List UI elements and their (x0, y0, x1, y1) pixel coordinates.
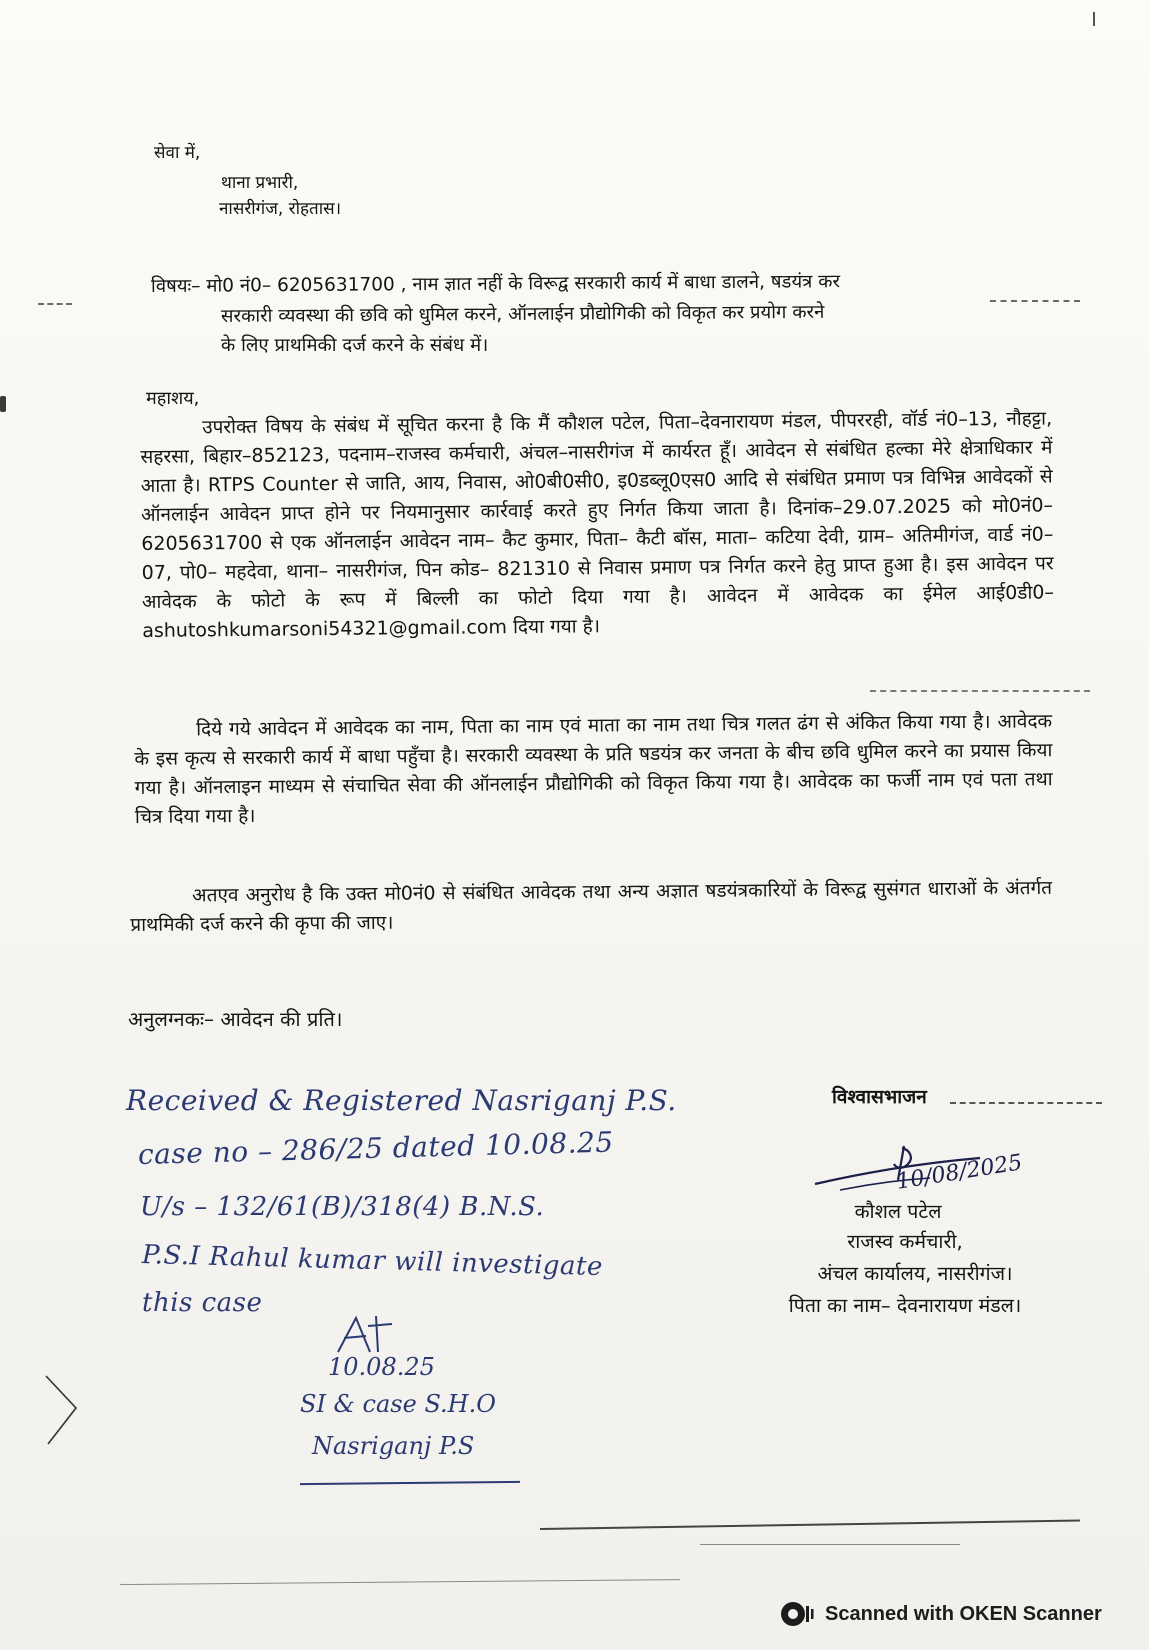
endorsement-line-2: case no – 286/25 dated 10.08.25 (137, 1125, 615, 1171)
endorsement-officer: SI & case S.H.O (300, 1390, 496, 1418)
closing-dashes (950, 1102, 1102, 1104)
subject-line-1: विषयः– मो0 नं0– 6205631700 , नाम ज्ञात नहीं के विरूद्व सरकारी कार्य में बाधा डालने, षडयंत्र कर (150, 271, 841, 297)
subject-line-2: सरकारी व्यवस्था की छवि को धुमिल करने, ऑनलाईन प्रौद्योगिकी को विकृत कर प्रयोग करने (220, 301, 825, 327)
endorsement-date: 10.08.25 (328, 1353, 435, 1381)
body-paragraph-1-tail: दिया गया है। (506, 615, 601, 639)
endorsement-line-4: P.S.I Rahul kumar will investigate (141, 1240, 604, 1283)
body-paragraph-2-text: दिये गये आवेदन में आवेदक का नाम, पिता का नाम एवं माता का नाम तथा चित्र गलत ढंग से अंकित किया गया है। आवेदक के इस कृत्य से सरकारी कार्य में बाधा पहुँचा है। सरकारी व्यवस्था के प्रति षडयंत्र कर जनता के बीच छवि धुमिल करने का प्रयास किया गया है। ऑनलाइन माध्यम से संचाचित सेवा की ऑनलाईन प्रौद्योगिकी को विकृत किया गया है। आवेदक का फर्जी नाम एवं पता तथा चित्र दिया गया है। (134, 710, 1053, 828)
body-paragraph-3 (130, 874, 1052, 940)
subject-dashes-right (990, 300, 1080, 302)
endorsement-line-3: U/s – 132/61(B)/318(4) B.N.S. (140, 1192, 545, 1222)
scan-speck (1093, 12, 1095, 26)
endorsement-line-5: this case (142, 1288, 263, 1318)
edge-mark (0, 396, 6, 412)
scan-line-1 (540, 1520, 1080, 1530)
margin-chevron-mark (42, 1370, 82, 1450)
recipient-location: नासरीगंज, रोहतास। (219, 199, 342, 219)
subject-line-3: के लिए प्राथमिकी दर्ज करने के संबंध में। (221, 335, 489, 356)
body-paragraph-2 (134, 707, 1053, 832)
endorsement-station: Nasriganj P.S (312, 1432, 475, 1460)
applicant-email: ashutoshkumarsoni54321@gmail.com (142, 616, 508, 642)
greeting: महाशय, (146, 388, 200, 409)
signatory-office: अंचल कार्यालय, नासरीगंज। (817, 1262, 1013, 1285)
body-paragraph-3-text: अतएव अनुरोध है कि उक्त मो0नं0 से संबंधित आवेदक तथा अन्य अज्ञात षडयंत्रकारियों के विरूद्व सुसंगत धाराओं के अंतर्गत प्राथमिकी दर्ज करने की कृपा की जाए। (130, 876, 1053, 936)
signatory-father: पिता का नाम– देवनारायण मंडल। (788, 1294, 1022, 1317)
signatory-designation: राजस्व कर्मचारी, (847, 1230, 963, 1253)
scan-line-2 (120, 1579, 680, 1585)
signatory-name: कौशल पटेल (854, 1200, 942, 1223)
scanner-watermark (779, 1596, 1102, 1632)
email-dashes (870, 690, 1090, 692)
closing: विश्वासभाजन (832, 1086, 927, 1108)
endorsement-underline (300, 1481, 520, 1485)
scanner-watermark-text: Scanned with OKEN Scanner (825, 1602, 1102, 1625)
recipient: थाना प्रभारी, (221, 173, 299, 193)
enclosure: अनुलग्नकः– आवेदन की प्रति। (128, 1007, 343, 1031)
scan-line-3 (700, 1544, 960, 1545)
subject-dashes-left (38, 303, 72, 305)
body-paragraph-1-text: उपरोक्त विषय के संबंध में सूचित करना है कि मैं कौशल पटेल, पिता–देवनारायण मंडल, पीपररही, वॉर्ड नं0–13, नौहट्टा, सहरसा, बिहार–852123, पदनाम–राजस्व कर्मचारी, अंचल–नासरीगंज में कार्यरत हूँ। आवेदन से संबंधित हल्का मेरे क्षेत्राधिकार में आता है। RTPS Counter से जाति, आय, निवास, ओ0बी0सी0, इ0डब्लू0एस0 आदि से संबंधित प्रमाण पत्र विभिन्न आवेदकों से ऑनलाईन आवेदन प्राप्त होने पर नियमानुसार कार्रवाई करते हुए निर्गत किया जाता है। दिनांक–29.07.2025 को मो0नं0– 6205631700 से एक ऑनलाईन आवेदन नाम– कैट कुमार, पिता– कैटी बॉस, माता– कटिया देवी, ग्राम– अतिमीगंज, वार्ड नं0– 07, पो0– महदेवा, थाना– नासरीगंज, पिन कोड– 821310 से निवास प्रमाण पत्र निर्गत करने हेतु प्राप्त हुआ है। इस आवेदन पर आवेदक के फोटो के रूप में बिल्ली का फोटो दिया गया है। आवेदन में आवेदक का ईमेल आई0डी0– (140, 407, 1055, 613)
signature-date: 10/08/2025 (894, 1150, 1024, 1195)
scanner-logo-icon (779, 1599, 815, 1629)
endorsement-line-1: Received & Registered Nasriganj P.S. (126, 1084, 677, 1117)
salutation-to: सेवा में, (154, 143, 201, 163)
body-paragraph-1 (140, 404, 1054, 646)
